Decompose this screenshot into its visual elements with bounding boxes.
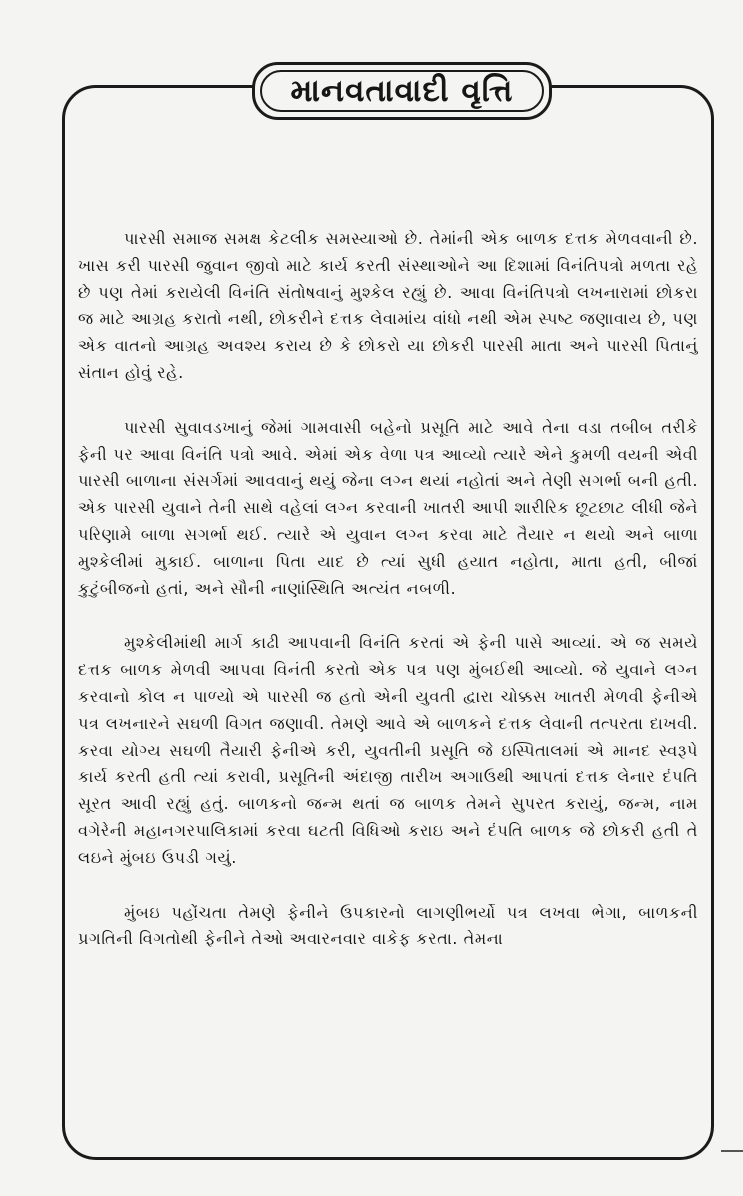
paragraph-4: મુંબઇ પહોંચતા તેમણે ફેનીને ઉપકારનો લાગણીભર્યો પત્ર લખવા ભેગા, બાળકની પ્રગતિની વિગતોથી ફેનીને તેઓ અવારનવાર વાકેફ કરતા. તેમના [78,902,698,949]
page-title: માનવતાવાદી વૃત્તિ [290,72,514,109]
title-box [252,62,552,120]
paragraph-2: પારસી સુવાવડખાનું જેમાં ગામવાસી બહેનો પ્રસૂતિ માટે આવે તેના વડા તબીબ તરીકે ફેની પર આવા વિનંતિ પત્રો આવે. એમાં એક વેળા પત્ર આવ્યો ત્યારે એને કુમળી વયની એવી પારસી બાળાના સંસર્ગમાં આવવાનું થયું જેના લગ્ન થયાં નહોતાં અને તેણી સગર્ભા બની હતી. એક પારસી યુવાને તેની સાથે વહેલાં લગ્ન કરવાની ખાતરી આપી શારીરિક છૂટછાટ લીધી જેને પરિણામે બાળા સગર્ભા થઈ. ત્યારે એ યુવાન લગ્ન કરવા માટે તૈયાર ન થયો અને બાળા મુશ્કેલીમાં મુકાઈ. બાળાના પિતા યાદ છે ત્યાં સુધી હયાત નહોતા, માતા હતી, બીજાં કુટુંબીજનો હતાં, અને સૌની નાણાંસ્થિતિ અત્યંત નબળી. [78,417,698,598]
paragraph-1: પારસી સમાજ સમક્ષ કેટલીક સમસ્યાઓ છે. તેમાંની એક બાળક દત્તક મેળવવાની છે. ખાસ કરી પારસી જુવાન જીવો માટે કાર્ય કરતી સંસ્થાઓને આ દિશામાં વિનંતિપત્રો મળતા રહે છે પણ તેમાં કરાયેલી વિનંતિ સંતોષવાનું મુશ્કેલ રહ્યું છે. આવા વિનંતિપત્રો લખનારામાં છોકરા જ માટે આગ્રહ કરાતો નથી, છોકરીને દત્તક લેવામાંય વાંધો નથી એમ સ્પષ્ટ જણાવાય છે, પણ એક વાતનો આગ્રહ અવશ્ય કરાય છે કે છોકરો યા છોકરી પારસી માતા અને પારસી પિતાનું સંતાન હોવું રહે. [78,229,698,382]
page-edge-mark [721,1150,743,1152]
paragraph-3: મુશ્કેલીમાંથી માર્ગ કાઢી આપવાની વિનંતિ કરતાં એ ફેની પાસે આવ્યાં. એ જ સમયે દત્તક બાળક મેળવી આપવા વિનંતી કરતો એક પત્ર પણ મુંબઈથી આવ્યો. જે યુવાને લગ્ન કરવાનો કોલ ન પાળ્યો એ પારસી જ હતો એની યુવતી દ્વારા ચોક્કસ ખાતરી મેળવી ફેનીએ પત્ર લખનારને સઘળી વિગત જણાવી. તેમણે આવે એ બાળકને દત્તક લેવાની તત્પરતા દાખવી. કરવા યોગ્ય સઘળી તૈયારી ફેનીએ કરી, યુવતીની પ્રસૂતિ જે ઇસ્પિતાલમાં એ માનદ સ્વરૂપે કાર્ય કરતી હતી ત્યાં કરાવી, પ્રસૂતિની અંદાજી તારીખ અગાઉથી આપતાં દત્તક લેનાર દંપતિ સૂરત આવી રહ્યું હતું. બાળકનો જન્મ થતાં જ બાળક તેમને સુપરત કરાયું, જન્મ, નામ વગેરેની મહાનગરપાલિકામાં કરવા ઘટતી વિધિઓ કરાઇ અને દંપતિ બાળક જે છોકરી હતી તે લઇને મુંબઇ ઉપડી ગયું. [78,633,698,867]
article-body [78,226,698,953]
